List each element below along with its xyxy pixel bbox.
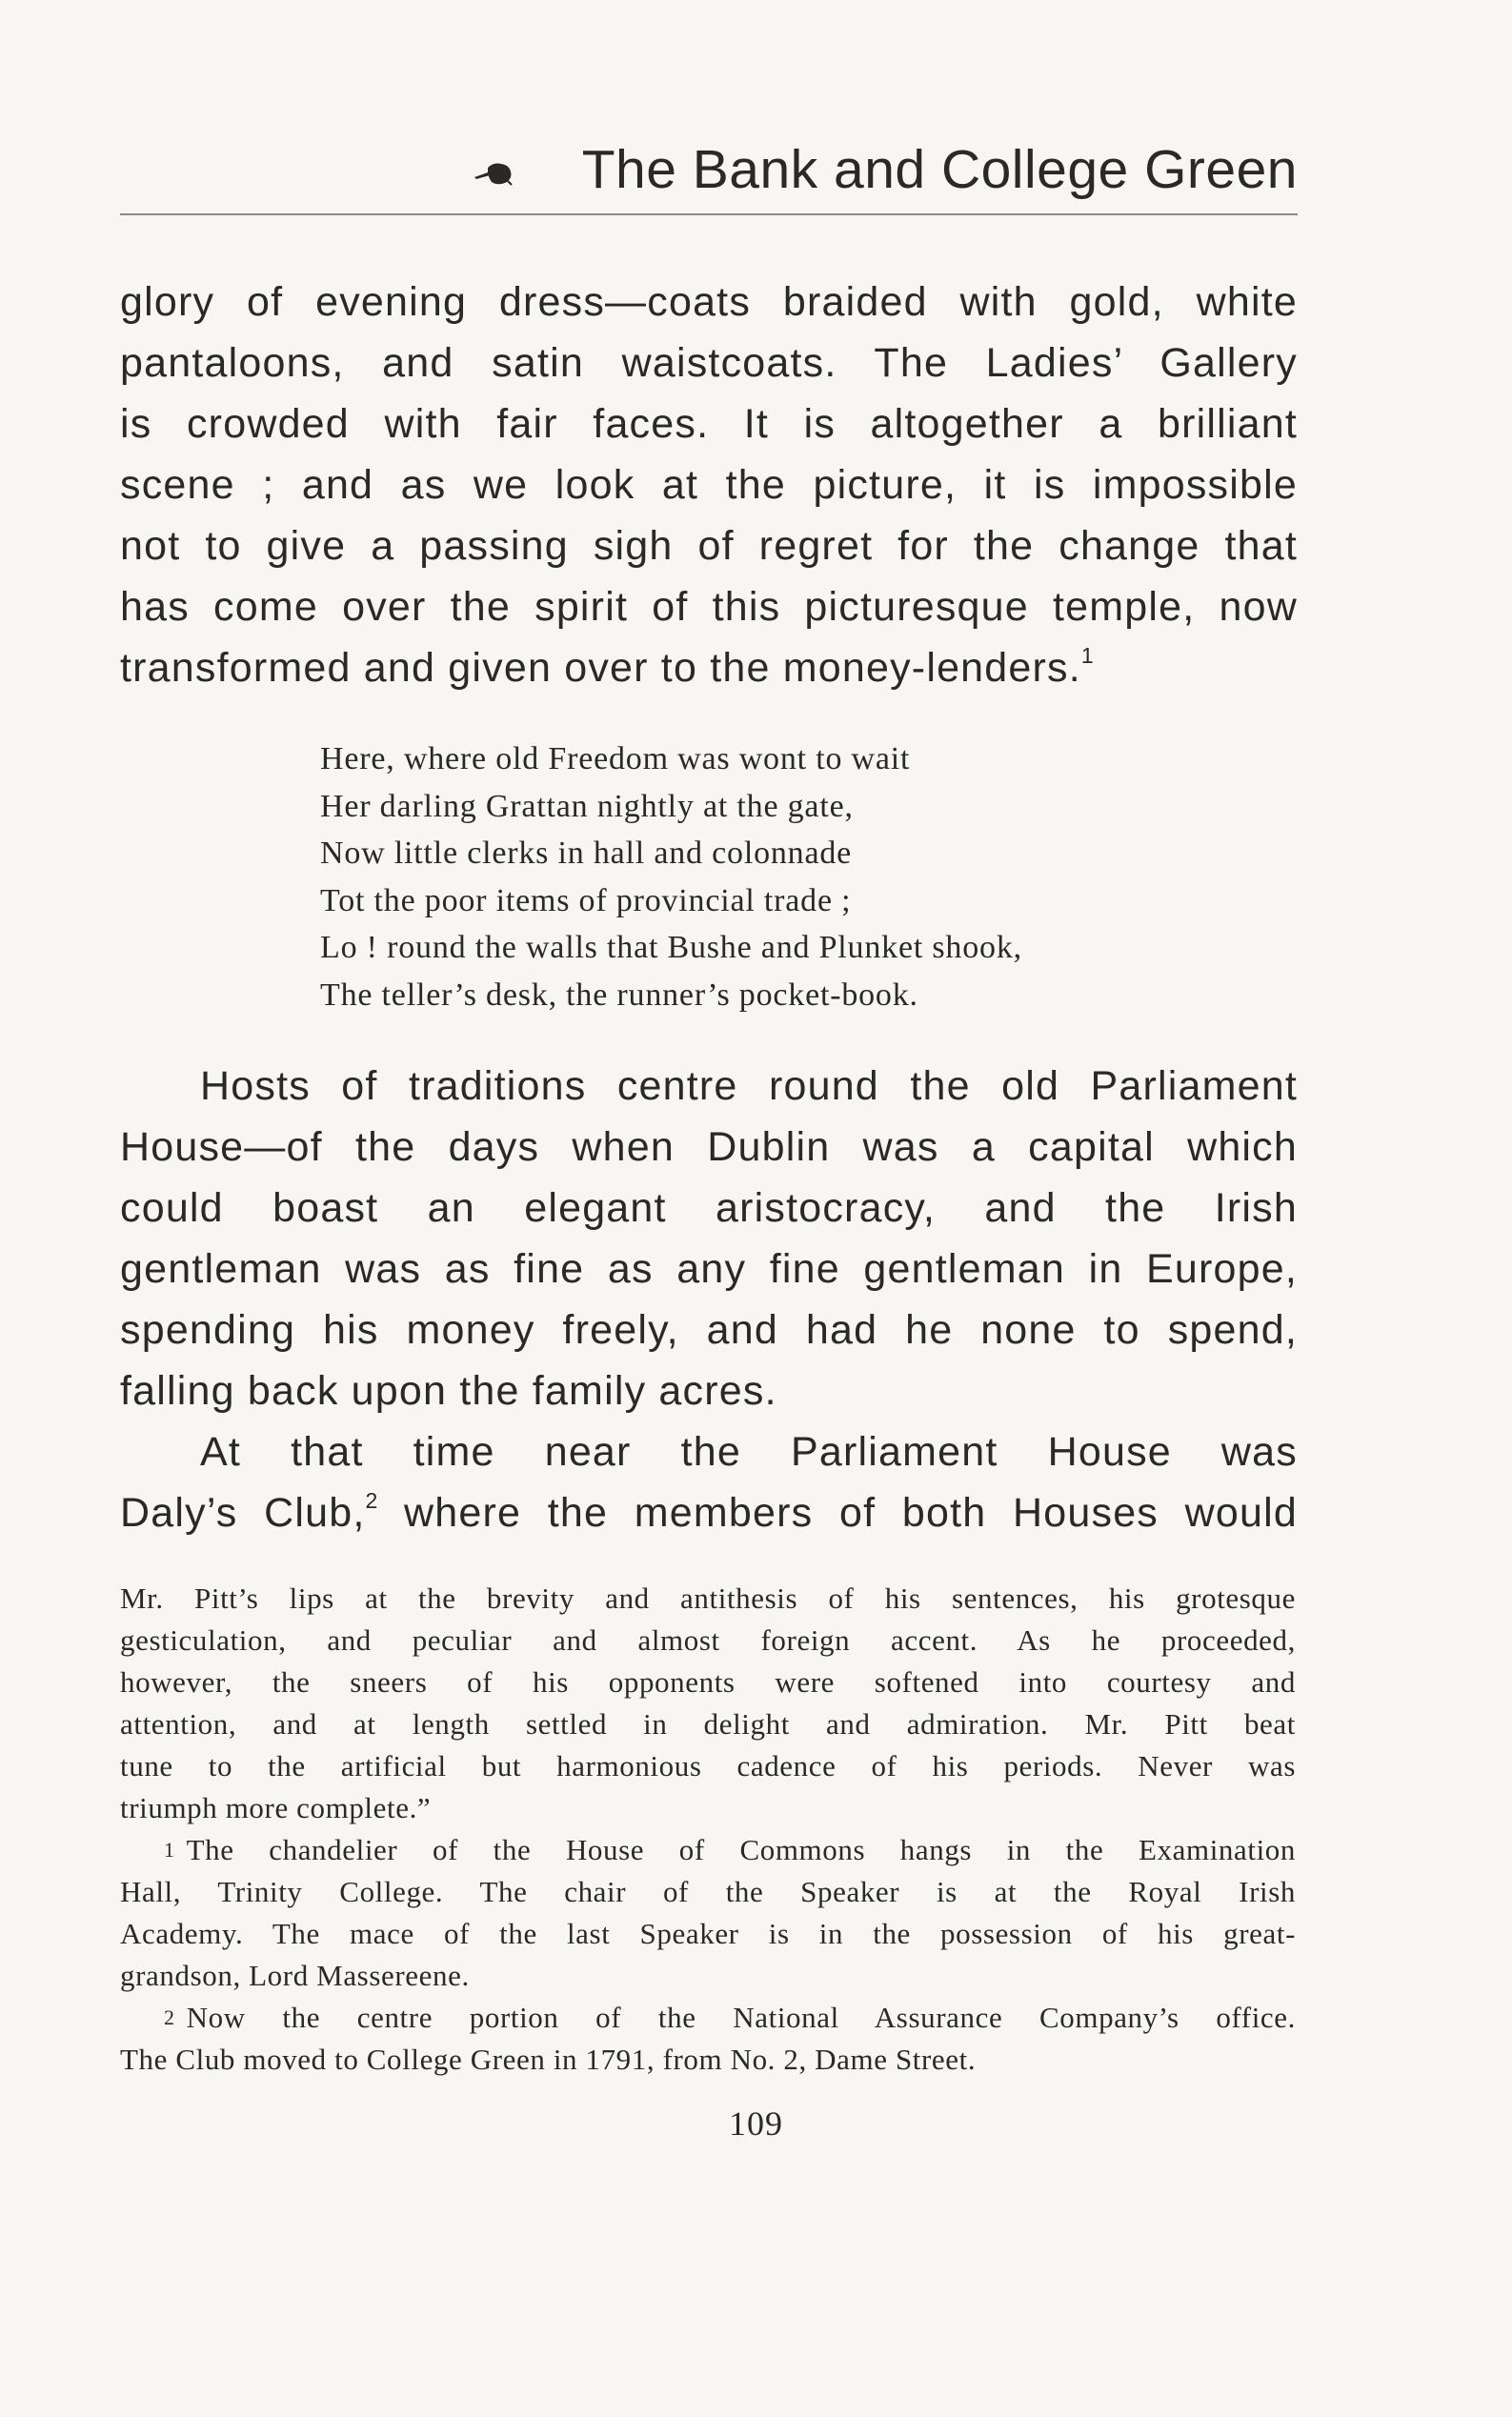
running-head: The Bank and College Green	[581, 139, 1298, 200]
text-line: Hosts of traditions centre round the old Parliament	[200, 1063, 1298, 1109]
text-line: is crowded with fair faces. It is altogether a brilliant	[120, 401, 1298, 447]
text-line: scene ; and as we look at the picture, it is impossible	[120, 462, 1298, 508]
footnote-number: 1	[164, 1838, 175, 1862]
verse-line: Here, where old Freedom was wont to wait	[320, 741, 911, 776]
footnote-2-line	[120, 1997, 1296, 2039]
verse-line: Her darling Grattan nightly at the gate,	[320, 788, 854, 824]
footnote-1-line: Hall, Trinity College. The chair of the Speaker is at the Royal Irish	[120, 1875, 1296, 1908]
text-line: could boast an elegant aristocracy, and the Irish	[120, 1185, 1298, 1231]
text-line: falling back upon the family acres.	[120, 1368, 777, 1414]
footnote-line: tune to the artificial but harmonious cadence of his periods. Never was	[120, 1749, 1296, 1783]
text-line	[120, 1482, 1298, 1543]
footnote-line: however, the sneers of his opponents were softened into courtesy and	[120, 1665, 1296, 1699]
footnote-2-line: The Club moved to College Green in 1791, from No. 2, Dame Street.	[120, 2043, 977, 2076]
footnote-ref: 2	[365, 1488, 378, 1513]
verse-line: Lo ! round the walls that Bushe and Plunket shook,	[320, 930, 1022, 965]
text-line: At that time near the Parliament House was	[200, 1429, 1298, 1475]
footnote-line: gesticulation, and peculiar and almost foreign accent. As he proceeded,	[120, 1623, 1296, 1657]
verse-line: Now little clerks in hall and colonnade	[320, 836, 853, 871]
footnote-ref: 1	[1080, 643, 1094, 668]
text-line	[120, 637, 1298, 698]
text-line: has come over the spirit of this picturesque temple, now	[120, 584, 1298, 630]
footnote-line: triumph more complete.”	[120, 1791, 432, 1824]
page-number: 109	[729, 2105, 783, 2143]
text-line: glory of evening dress—coats braided with gold, white	[120, 279, 1298, 325]
footnote-number: 2	[164, 2005, 175, 2029]
verse-quotation	[320, 735, 1022, 1018]
text-line: House—of the days when Dublin was a capital which	[120, 1124, 1298, 1170]
text-line: gentleman was as fine as any fine gentleman in Europe,	[120, 1246, 1298, 1292]
footnote-1-line: grandson, Lord Massereene.	[120, 1959, 470, 1992]
text-line: pantaloons, and satin waistcoats. The Ladies’ Gallery	[120, 340, 1298, 386]
footnote-line: Mr. Pitt’s lips at the brevity and antithesis of his sentences, his grotesque	[120, 1581, 1296, 1615]
verse-line: The teller’s desk, the runner’s pocket-book.	[320, 977, 918, 1013]
text-line: not to give a passing sigh of regret for the change that	[120, 523, 1298, 569]
text-line: spending his money freely, and had he none to spend,	[120, 1307, 1298, 1353]
footnote-text: The chandelier of the House of Commons hangs in the Examination	[186, 1833, 1296, 1866]
footnotes	[120, 1578, 1296, 2081]
hand-fist-ornament-icon	[473, 159, 514, 188]
footnote-1-line: Academy. The mace of the last Speaker is in the possession of his great-	[120, 1917, 1296, 1950]
text-line-end: where the members of both Houses would	[377, 1490, 1298, 1536]
text-line-content: transformed and given over to the money-lenders.	[120, 645, 1081, 691]
text-line-start: Daly’s Club,	[120, 1490, 366, 1536]
footnote-1-line	[120, 1829, 1296, 1871]
paragraph-traditions	[120, 1056, 1298, 1543]
footnote-text: Now the centre portion of the National Assurance Company’s office.	[186, 2001, 1296, 2034]
paragraph-parliament-scene	[120, 272, 1298, 698]
footnote-line: attention, and at length settled in delight and admiration. Mr. Pitt beat	[120, 1707, 1296, 1741]
page-header	[120, 131, 1298, 215]
verse-line: Tot the poor items of provincial trade ;	[320, 882, 852, 918]
